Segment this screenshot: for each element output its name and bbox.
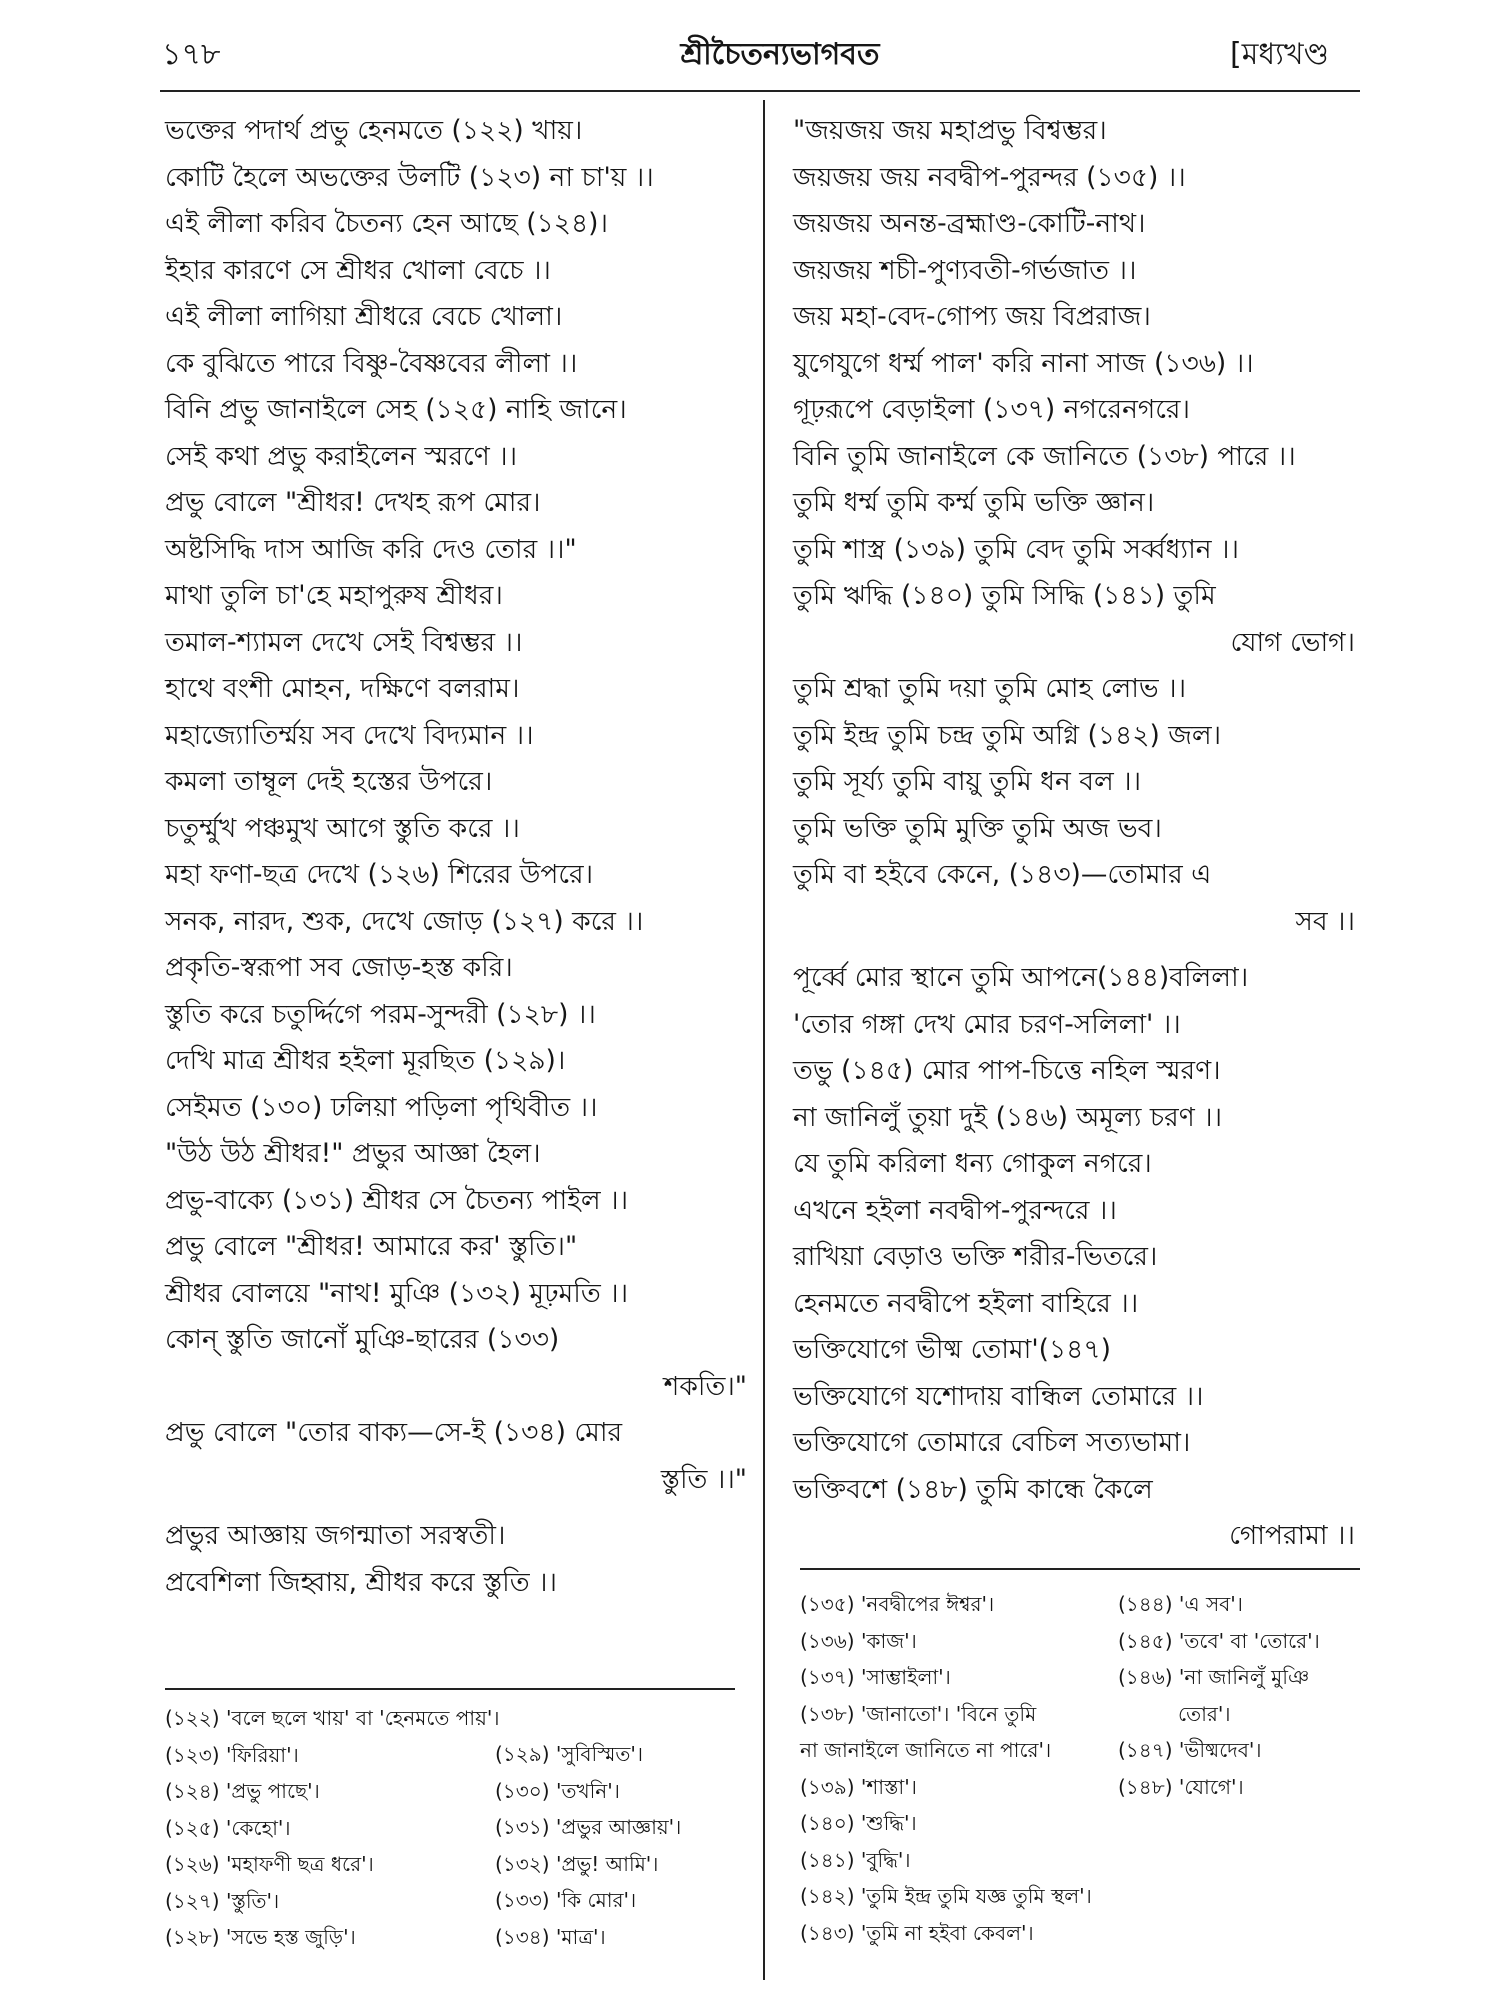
- footnote: (১৩০) 'তখনি'।: [495, 1778, 620, 1803]
- verse-line: যুগেযুগে ধর্ম্ম পাল' করি নানা সাজ (১৩৬) ।।: [793, 347, 1254, 379]
- right-footnotes-col-b: [1118, 1586, 1320, 1805]
- verse-line: দেখি মাত্র শ্রীধর হইলা মূরছিত (১২৯)।: [165, 1045, 566, 1076]
- verse-line: ইহার কারণে সে শ্রীধর খোলা বেচে ।।: [165, 254, 551, 286]
- footnote-continuation: তোর'।: [1178, 1701, 1231, 1726]
- verse-line: সেইমত (১৩০) ঢলিয়া পড়িলা পৃথিবীত ।।: [165, 1091, 598, 1123]
- verse-line-continuation: স্তুতি ।।": [660, 1463, 747, 1495]
- footnote: (১৪৩) 'তুমি না হইবা কেবল'।: [800, 1920, 1034, 1945]
- verse-line: তুমি ঋদ্ধি (১৪০) তুমি সিদ্ধি (১৪১) তুমি: [793, 580, 1216, 611]
- verse-line: কে বুঝিতে পারে বিষ্ণু-বৈষ্ণবের লীলা ।।: [165, 347, 578, 379]
- footnote: (১৪২) 'তুমি ইন্দ্র তুমি যজ্ঞ তুমি স্থল'।: [800, 1884, 1092, 1908]
- verse-line: প্রভুর আজ্ঞায় জগন্মাতা সরস্বতী।: [165, 1520, 506, 1551]
- verse-line: "জয়জয় জয় মহাপ্রভু বিশ্বম্ভর।: [793, 115, 1107, 146]
- verse-line: বিনি প্রভু জানাইলে সেহ (১২৫) নাহি জানে।: [165, 394, 627, 425]
- verse-line-continuation: সব ।।: [1295, 905, 1355, 937]
- footnote: না জানাইলে জানিতে না পারে'।: [800, 1738, 1052, 1762]
- verse-line-continuation: শকতি।": [663, 1370, 747, 1402]
- footnote: (১২৩) 'ফিরিয়া'।: [165, 1742, 299, 1767]
- verse-line: ভক্তের পদার্থ প্রভু হেনমতে (১২২) খায়।: [165, 115, 583, 146]
- verse-line: তুমি সূর্য্য তুমি বায়ু তুমি ধন বল ।।: [793, 766, 1142, 797]
- verse-line: কমলা তাম্বূল দেই হস্তের উপরে।: [165, 766, 493, 797]
- right-verse-column: [793, 108, 1363, 1560]
- footnote: (১২২) 'বলে ছলে খায়' বা 'হেনমতে পায়'।: [165, 1706, 500, 1730]
- verse-line: মাথা তুলি চা'হে মহাপুরুষ শ্রীধর।: [165, 580, 503, 611]
- verse-line: তুমি বা হইবে কেনে, (১৪৩)—তোমার এ: [793, 859, 1212, 890]
- verse-line: সেই কথা প্রভু করাইলেন স্মরণে ।।: [165, 440, 518, 472]
- footnote: (১৪৫) 'তবে' বা 'তোরে'।: [1118, 1628, 1320, 1653]
- verse-line: তুমি শ্রদ্ধা তুমি দয়া তুমি মোহ লোভ ।।: [793, 673, 1187, 704]
- verse-line: এই লীলা লাগিয়া শ্রীধরে বেচে খোলা।: [165, 301, 563, 332]
- verse-line: অষ্টসিদ্ধি দাস আজি করি দেও তোর ।।": [165, 533, 577, 565]
- verse-line: বিনি তুমি জানাইলে কে জানিতে (১৩৮) পারে ।।: [793, 440, 1296, 472]
- column-divider: [763, 100, 765, 1980]
- footnote: (১২৭) 'স্তুতি'।: [165, 1888, 280, 1913]
- verse-line: ভক্তিযোগে তোমারে বেচিল সত্যভামা।: [793, 1427, 1191, 1458]
- verse-line: গূঢ়রূপে বেড়াইলা (১৩৭) নগরেনগরে।: [793, 394, 1190, 425]
- verse-line: জয়জয় শচী-পুণ্যবতী-গর্ভজাত ।।: [793, 254, 1137, 286]
- verse-line: তমাল-শ্যামল দেখে সেই বিশ্বম্ভর ।।: [165, 626, 523, 658]
- verse-line: তুমি ধর্ম্ম তুমি কর্ম্ম তুমি ভক্তি জ্ঞান।: [793, 487, 1155, 518]
- left-footnotes-col-b: [495, 1736, 681, 1955]
- left-footnote-rule: [165, 1688, 735, 1690]
- footnote: (১২৯) 'সুবিস্মিত'।: [495, 1742, 643, 1766]
- footnote: (১৩৫) 'নবদ্বীপের ঈশ্বর'।: [800, 1592, 995, 1616]
- verse-line: রাখিয়া বেড়াও ভক্তি শরীর-ভিতরে।: [793, 1241, 1158, 1272]
- footnote: (১৪৬) 'না জানিলুঁ মুঞি: [1118, 1665, 1310, 1689]
- verse-line: "উঠ উঠ শ্রীধর!" প্রভুর আজ্ঞা হৈল।: [165, 1138, 541, 1169]
- footnote: (১৩১) 'প্রভুর আজ্ঞায়'।: [495, 1815, 682, 1839]
- running-title: শ্রীচৈতন্যভাগবত: [680, 37, 880, 72]
- verse-line: জয়জয় অনন্ত-ব্রহ্মাণ্ড-কোটি-নাথ।: [793, 208, 1146, 239]
- verse-line-continuation: গোপরামা ।।: [1229, 1520, 1355, 1551]
- footnote: (১৪৭) 'ভীষ্মদেব'।: [1118, 1738, 1262, 1762]
- verse-line: জয় মহা-বেদ-গোপ্য জয় বিপ্ররাজ।: [793, 301, 1151, 332]
- verse-line: না জানিলুঁ তুয়া দুই (১৪৬) অমূল্য চরণ ।।: [793, 1101, 1223, 1133]
- verse-line: জয়জয় জয় নবদ্বীপ-পুরন্দর (১৩৫) ।।: [793, 161, 1186, 193]
- verse-line: প্রকৃতি-স্বরূপা সব জোড়-হস্ত করি।: [165, 952, 513, 983]
- verse-line: সনক, নারদ, শুক, দেখে জোড় (১২৭) করে ।।: [165, 905, 644, 937]
- verse-line: মহাজ্যোতির্ম্ময় সব দেখে বিদ্যমান ।।: [165, 719, 534, 751]
- right-footnotes-col-a: [800, 1586, 1092, 1951]
- left-verse-column: [165, 108, 755, 1606]
- verse-line: 'তোর গঙ্গা দেখ মোর চরণ-সলিলা' ।।: [793, 1008, 1181, 1040]
- verse-line: শ্রীধর বোলয়ে "নাথ! মুঞি (১৩২) মূঢ়মতি ।।: [165, 1277, 629, 1309]
- verse-line: ভক্তিযোগে যশোদায় বান্ধিল তোমারে ।।: [793, 1380, 1204, 1412]
- verse-line: কোটি হৈলে অভক্তের উলটি (১২৩) না চা'য় ।।: [165, 161, 654, 193]
- footnote: (১৪৪) 'এ সব'।: [1118, 1592, 1243, 1616]
- footnote: (১৩৯) 'শাস্তা'।: [800, 1774, 917, 1799]
- verse-line: এখনে হইলা নবদ্বীপ-পুরন্দরে ।।: [793, 1194, 1117, 1226]
- verse-line: যে তুমি করিলা ধন্য গোকুল নগরে।: [793, 1148, 1152, 1179]
- footnote: (১২৫) 'কেহো'।: [165, 1815, 291, 1840]
- verse-line: চতুর্ম্মুখ পঞ্চমুখ আগে স্তুতি করে ।।: [165, 812, 520, 844]
- verse-line: প্রভু বোলে "শ্রীধর! আমারে কর' স্তুতি।": [165, 1231, 578, 1262]
- verse-line: হেনমতে নবদ্বীপে হইলা বাহিরে ।।: [793, 1287, 1139, 1319]
- footnote: (১৪০) 'শুদ্ধি'।: [800, 1811, 917, 1835]
- footnote: (১৪৮) 'যোগে'।: [1118, 1774, 1244, 1799]
- footnote: (১৩৪) 'মাত্র'।: [495, 1924, 606, 1949]
- verse-line: তুমি শাস্ত্র (১৩৯) তুমি বেদ তুমি সর্ব্বধ্যান ।।: [793, 533, 1239, 565]
- footnote: (১২৮) 'সভে হস্ত জুড়ি'।: [165, 1925, 356, 1949]
- footnote: (১৪১) 'বুদ্ধি'।: [800, 1847, 911, 1872]
- verse-line: তুমি ইন্দ্র তুমি চন্দ্র তুমি অগ্নি (১৪২) জল।: [793, 719, 1222, 751]
- left-footnotes-col-a: [165, 1700, 500, 1956]
- footnote: (১৩৮) 'জানাতো'। 'বিনে তুমি: [800, 1701, 1037, 1726]
- verse-line-continuation: যোগ ভোগ।: [1230, 626, 1355, 658]
- verse-line: তুমি ভক্তি তুমি মুক্তি তুমি অজ ভব।: [793, 812, 1162, 844]
- verse-line: মহা ফণা-ছত্র দেখে (১২৬) শিরের উপরে।: [165, 859, 594, 890]
- footnote: (১২৪) 'প্রভু পাছে'।: [165, 1779, 320, 1803]
- footnote: (১৩২) 'প্রভু! আমি'।: [495, 1851, 659, 1876]
- verse-line: প্রভু বোলে "শ্রীধর! দেখহ রূপ মোর।: [165, 487, 541, 518]
- footnote: (১২৬) 'মহাফণী ছত্র ধরে'।: [165, 1852, 374, 1876]
- verse-line: স্তুতি করে চতুর্দ্দিগে পরম-সুন্দরী (১২৮) ।।: [165, 998, 596, 1030]
- verse-line: কোন্ স্তুতি জানোঁ মুঞি-ছারের (১৩৩): [165, 1324, 560, 1355]
- verse-line: তভু (১৪৫) মোর পাপ-চিত্তে নহিল স্মরণ।: [793, 1055, 1221, 1086]
- verse-line: ভক্তিযোগে ভীষ্ম তোমা'(১৪৭): [793, 1334, 1111, 1365]
- footnote: (১৩৬) 'কাজ'।: [800, 1628, 917, 1653]
- right-footnote-rule: [800, 1568, 1360, 1570]
- verse-line: হাথে বংশী মোহন, দক্ষিণে বলরাম।: [165, 673, 520, 704]
- verse-line: ভক্তিবশে (১৪৮) তুমি কান্ধে কৈলে: [793, 1473, 1153, 1505]
- verse-line: প্রভু বোলে "তোর বাক্য—সে-ই (১৩৪) মোর: [165, 1417, 623, 1448]
- verse-line: প্রভু-বাক্যে (১৩১) শ্রীধর সে চৈতন্য পাইল ।।: [165, 1184, 629, 1216]
- header-rule: [160, 90, 1360, 92]
- verse-line: এই লীলা করিব চৈতন্য হেন আছে (১২৪)।: [165, 208, 608, 239]
- footnote: (১৩৭) 'সাম্ভাইলা'।: [800, 1665, 951, 1689]
- section-label: [মধ্যখণ্ড: [1230, 37, 1330, 72]
- verse-line: পূর্ব্বে মোর স্থানে তুমি আপনে(১৪৪)বলিলা।: [793, 962, 1249, 993]
- footnote: (১৩৩) 'কি মোর'।: [495, 1888, 637, 1912]
- verse-line: প্রবেশিলা জিহ্বায়, শ্রীধর করে স্তুতি ।।: [165, 1566, 557, 1598]
- page-number: ১৭৮: [162, 37, 221, 72]
